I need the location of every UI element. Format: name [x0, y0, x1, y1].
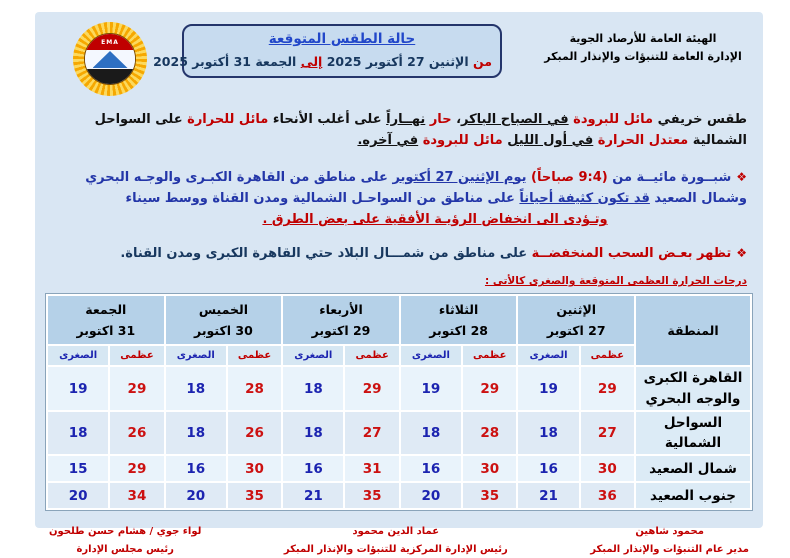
text-segment: قد تكون كثيفة أحياناً	[519, 191, 650, 207]
org-name	[537, 22, 749, 66]
max-temp-cell: 31	[344, 455, 399, 482]
text-segment: ،	[451, 112, 462, 127]
signatures	[35, 523, 763, 558]
text-segment: مائل للبرودة	[568, 112, 654, 127]
max-temp-cell: 29	[109, 366, 164, 411]
day-column-header	[165, 295, 283, 345]
min-temp-cell: 18	[47, 411, 109, 456]
header	[35, 12, 763, 96]
max-temp-cell: 27	[580, 411, 635, 456]
text-segment: طقس خريفي	[653, 112, 747, 127]
paragraph-fog-text	[85, 170, 747, 206]
region-cell: شمال الصعيد	[635, 455, 751, 482]
diamond-bullet-icon: ❖	[736, 169, 747, 184]
max-temp-cell: 35	[344, 482, 399, 509]
min-subheader: الصغرى	[47, 345, 109, 366]
day-column-header	[282, 295, 400, 345]
day-date: 27 اكتوبر	[546, 323, 606, 339]
signature-block	[49, 523, 201, 558]
max-subheader: عظمى	[109, 345, 164, 366]
paragraph-fog-roads-line	[51, 209, 747, 230]
min-temp-cell: 16	[517, 455, 579, 482]
text-segment: على أغلب الأنحاء	[268, 112, 387, 127]
min-temp-cell: 18	[282, 411, 344, 456]
signature-title: مدير عام التنبؤات والإنذار المبكر	[590, 543, 749, 555]
min-temp-cell: 20	[400, 482, 462, 509]
region-cell: القاهرة الكبرى والوجه البحري	[635, 366, 751, 411]
min-subheader: الصغرى	[282, 345, 344, 366]
min-temp-cell: 18	[400, 411, 462, 456]
min-temp-cell: 20	[165, 482, 227, 509]
min-temp-cell: 21	[517, 482, 579, 509]
min-temp-cell: 18	[282, 366, 344, 411]
signature-title: رئيس الإدارة المركزية للتنبؤات والإنذار المبكر	[283, 543, 508, 555]
max-temp-cell: 29	[462, 366, 517, 411]
paragraph-clouds-text	[120, 246, 731, 261]
logo-ema-label: EMA	[101, 38, 119, 46]
org-name-line1: الهيئة العامة للأرصاد الجوية	[569, 32, 717, 45]
region-cell: جنوب الصعيد	[635, 482, 751, 509]
text-segment: نهــاراً	[386, 112, 426, 127]
text-segment: يوم الإثنين 27 أكتوبر	[392, 169, 527, 185]
region-cell: السواحل الشمالية	[635, 411, 751, 456]
paragraph-autumn-weather	[51, 110, 747, 152]
min-temp-cell: 19	[400, 366, 462, 411]
text-segment: (9:4 صباحاً)	[531, 169, 608, 185]
text-segment: وتـؤدى الى انخفاض الرؤيـة الأفقية على بعض الطرق .	[262, 212, 608, 228]
max-temp-cell: 28	[462, 411, 517, 456]
signature-block	[284, 523, 508, 558]
min-temp-cell: 16	[282, 455, 344, 482]
text-segment: على مناطق من القاهرة الكبـرى والوجـه البحري وشمال الصعيد	[85, 169, 747, 207]
max-temp-cell: 30	[580, 455, 635, 482]
day-name: الجمعة	[85, 301, 127, 317]
text-segment: إلى	[300, 54, 323, 69]
text-segment: على السواحل الشمالية	[94, 112, 747, 148]
min-temp-cell: 19	[47, 366, 109, 411]
min-temp-cell: 15	[47, 455, 109, 482]
table-row	[47, 455, 751, 482]
paragraph-fog	[51, 167, 747, 210]
max-temp-cell: 29	[109, 455, 164, 482]
day-date: 30 اكتوبر	[194, 323, 253, 339]
text-segment: في آخره.	[357, 132, 419, 148]
day-name: الإثنين	[556, 301, 597, 317]
day-column-header	[47, 295, 165, 345]
max-temp-cell: 29	[580, 366, 635, 411]
max-temp-cell: 30	[462, 455, 517, 482]
text-segment: من	[468, 54, 492, 69]
table-row	[47, 411, 751, 456]
max-subheader: عظمى	[580, 345, 635, 366]
day-name: الخميس	[198, 301, 248, 317]
signature-title: رئيس مجلس الإدارة	[76, 543, 174, 555]
date-range	[153, 54, 492, 69]
max-temp-cell: 35	[227, 482, 282, 509]
text-segment: معتدل الحرارة	[593, 132, 689, 148]
max-temp-cell: 30	[227, 455, 282, 482]
text-segment: في أول الليل	[507, 132, 594, 148]
text-segment: مائل للحرارة	[182, 112, 269, 127]
logo-emblem	[84, 33, 136, 85]
min-temp-cell: 16	[400, 455, 462, 482]
min-temp-cell: 18	[165, 411, 227, 456]
day-date: 29 اكتوبر	[311, 323, 371, 339]
min-temp-cell: 21	[282, 482, 344, 509]
max-temp-cell: 26	[227, 411, 282, 456]
text-segment: الجمعة 31 أكتوبر 2025	[153, 54, 301, 69]
content	[35, 110, 763, 287]
min-subheader: الصغرى	[517, 345, 579, 366]
text-segment: تظهر بعـض السحب المنخفضــة	[527, 245, 732, 261]
text-segment: على مناطق من شمـــال البلاد حتي القاهرة الكبرى ومدن القناة.	[120, 245, 528, 261]
day-date: 31 اكتوبر	[76, 323, 136, 339]
day-column-header	[517, 295, 635, 345]
signature-block	[590, 523, 749, 558]
day-column-header	[400, 295, 518, 345]
min-subheader: الصغرى	[400, 345, 462, 366]
min-temp-cell: 18	[165, 366, 227, 411]
day-name: الثلاثاء	[438, 301, 479, 317]
min-temp-cell: 16	[165, 455, 227, 482]
diamond-bullet-icon: ❖	[736, 245, 747, 260]
temperatures-heading: درجات الحرارة العظمى المتوقعة والصغرى كالأتى :	[484, 275, 747, 288]
min-temp-cell: 20	[47, 482, 109, 509]
min-temp-cell: 19	[517, 366, 579, 411]
min-temp-cell: 18	[517, 411, 579, 456]
max-temp-cell: 29	[344, 366, 399, 411]
max-temp-cell: 27	[344, 411, 399, 456]
day-name: الأربعاء	[319, 301, 363, 317]
text-segment: شبــورة مائيــة من	[607, 169, 732, 185]
paragraph-clouds	[51, 244, 747, 264]
max-subheader: عظمى	[227, 345, 282, 366]
text-segment: مائل للبرودة	[418, 132, 503, 148]
max-temp-cell: 28	[227, 366, 282, 411]
region-column-header: المنطقة	[635, 295, 751, 366]
weather-title: حالة الطقس المتوقعة	[268, 31, 416, 47]
signature-name: لواء جوي / هشام حسن طلحون	[49, 526, 202, 538]
text-segment: حار	[425, 112, 452, 127]
max-subheader: عظمى	[462, 345, 517, 366]
text-segment: في الصباح الباكر	[461, 112, 569, 127]
title-box	[153, 24, 502, 78]
org-name-line2: الإدارة العامة للتنبؤات والإنذار المبكر	[544, 50, 742, 64]
text-segment: على مناطق من السواحـل الشمالية ومدن القناة ووسط سيناء	[125, 191, 520, 207]
signature-name: محمود شاهين	[635, 526, 704, 538]
forecast-table	[46, 294, 752, 510]
signature-name: عماد الدين محمود	[352, 526, 440, 538]
max-temp-cell: 26	[109, 411, 164, 456]
max-temp-cell: 35	[462, 482, 517, 509]
logo-white-band	[85, 50, 135, 69]
ema-logo-icon	[73, 22, 147, 96]
mountain-icon	[93, 51, 128, 68]
max-temp-cell: 36	[580, 482, 635, 509]
max-subheader: عظمى	[344, 345, 399, 366]
day-date: 28 اكتوبر	[429, 323, 488, 339]
text-segment: الإثنين 27 أكتوبر 2025	[322, 54, 469, 69]
min-subheader: الصغرى	[165, 345, 227, 366]
max-temp-cell: 34	[109, 482, 164, 509]
document-page	[35, 12, 763, 555]
table-row	[47, 366, 751, 411]
table-row	[47, 482, 751, 509]
